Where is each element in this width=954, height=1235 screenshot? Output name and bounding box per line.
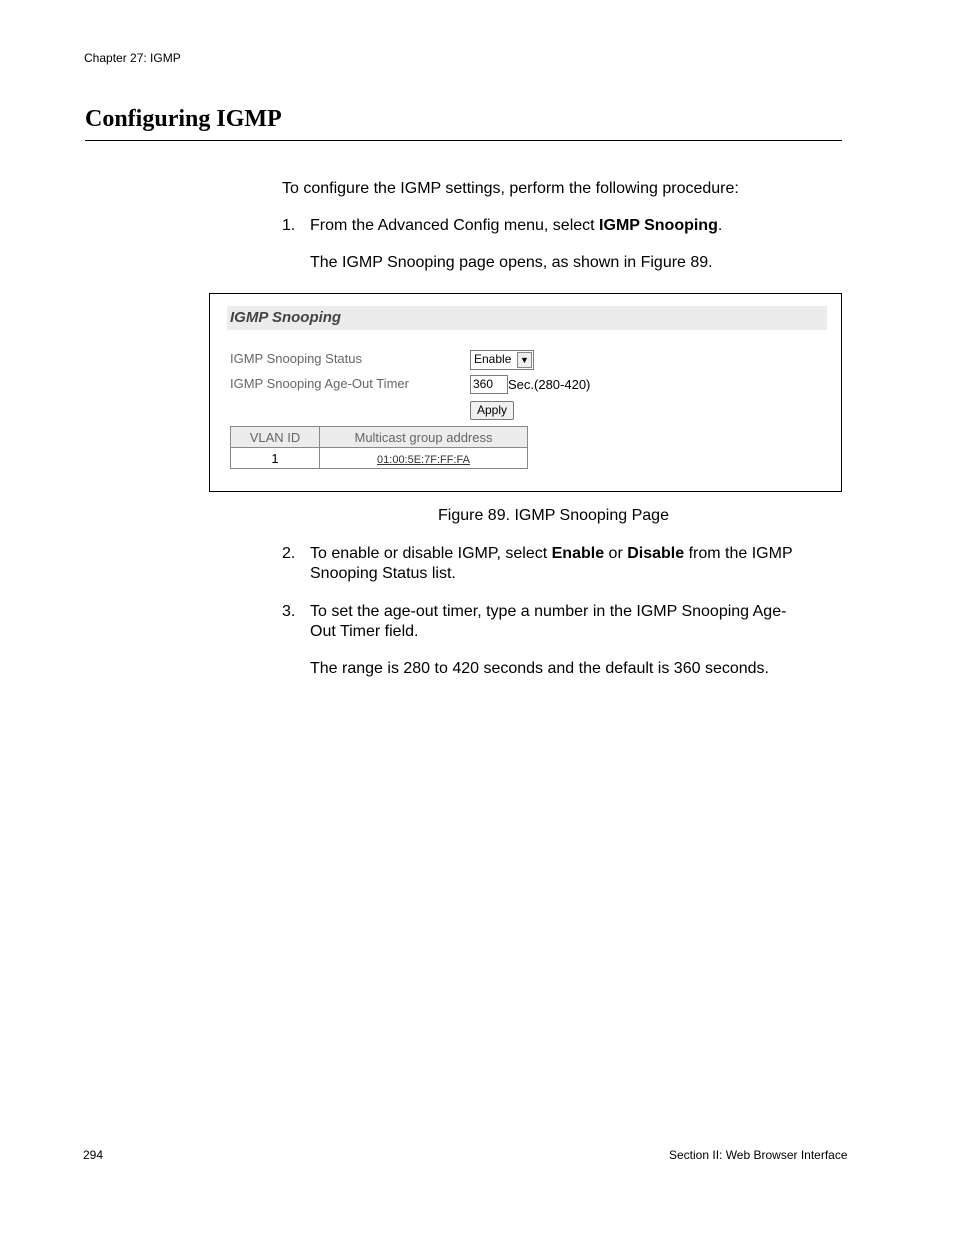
multicast-address-link[interactable]: 01:00:5E:7F:FF:FA <box>377 453 470 466</box>
panel-title: IGMP Snooping <box>230 309 342 326</box>
timer-input[interactable] <box>470 375 508 394</box>
section-title: Configuring IGMP <box>85 106 282 132</box>
header-vlan-id: VLAN ID <box>231 427 320 448</box>
timer-input-value: 360 <box>473 377 494 391</box>
step-2-number: 2. <box>282 545 296 562</box>
page-number: 294 <box>83 1148 104 1162</box>
chevron-down-icon[interactable]: ▼ <box>517 352 532 368</box>
table-header-row <box>231 427 528 448</box>
step-1-text: From the Advanced Config menu, select IGMP Snooping. <box>310 217 723 234</box>
status-select-value: Enable <box>474 352 512 366</box>
status-select[interactable] <box>470 350 534 370</box>
timer-range: Sec.(280-420) <box>508 377 591 392</box>
cell-vlan-id: 1 <box>231 448 320 469</box>
step-3-note: The range is 280 to 420 seconds and the default is 360 seconds. <box>310 660 769 677</box>
table-row <box>231 448 528 469</box>
header-multicast-address: Multicast group address <box>320 427 528 448</box>
step-2-bold-disable: Disable <box>627 545 685 562</box>
cell-multicast-address <box>320 448 528 469</box>
panel-title-bar <box>227 306 827 330</box>
step-3-text: To set the age-out timer, type a number in the IGMP Snooping Age- Out Timer field. <box>310 603 787 640</box>
apply-button[interactable]: Apply <box>470 401 514 420</box>
figure-caption: Figure 89. IGMP Snooping Page <box>438 507 669 524</box>
step-3-number: 3. <box>282 603 296 620</box>
running-footer: Section II: Web Browser Interface <box>669 1148 848 1162</box>
figure-igmp-snooping <box>209 293 842 492</box>
timer-label: IGMP Snooping Age-Out Timer <box>230 376 409 391</box>
step-2-bold-enable: Enable <box>551 545 605 562</box>
intro-paragraph: To configure the IGMP settings, perform the following procedure: <box>282 180 739 197</box>
step-2-text: To enable or disable IGMP, select Enable or Disable from the IGMP Snooping Status list. <box>310 545 793 582</box>
vlan-table <box>230 426 528 469</box>
step-1-note: The IGMP Snooping page opens, as shown in Figure 89. <box>310 254 713 271</box>
running-header: Chapter 27: IGMP <box>84 51 181 65</box>
status-label: IGMP Snooping Status <box>230 351 363 366</box>
title-rule <box>85 140 842 141</box>
step-1-bold: IGMP Snooping <box>599 217 718 234</box>
step-1-number: 1. <box>282 217 296 234</box>
